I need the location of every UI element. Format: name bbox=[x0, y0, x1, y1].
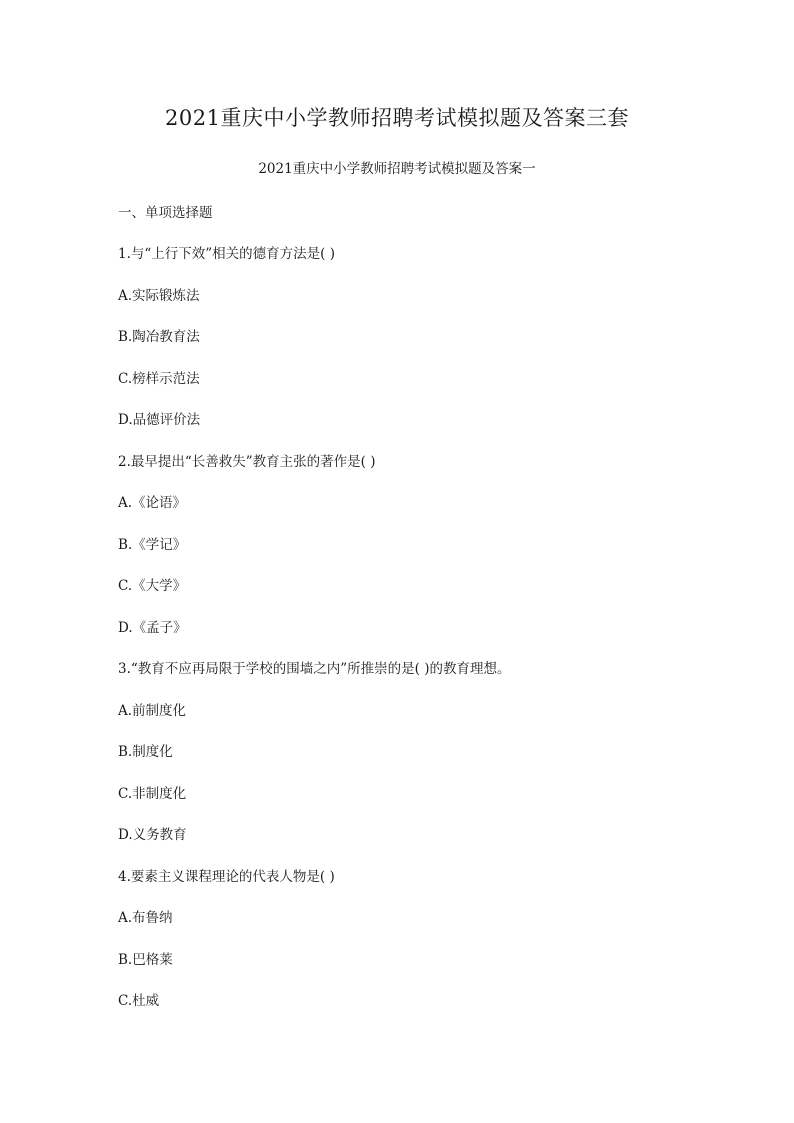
question-2-option-d: D.《孟子》 bbox=[118, 620, 187, 636]
question-3-option-c: C.非制度化 bbox=[118, 786, 187, 802]
document-title: 2021重庆中小学教师招聘考试模拟题及答案三套 bbox=[165, 106, 629, 130]
question-4-stem: 4.要素主义课程理论的代表人物是( ) bbox=[118, 869, 335, 885]
question-1-option-b: B.陶冶教育法 bbox=[118, 329, 200, 345]
question-2-option-c: C.《大学》 bbox=[118, 578, 187, 594]
question-1-option-d: D.品德评价法 bbox=[118, 412, 201, 428]
question-2-option-a: A.《论语》 bbox=[118, 495, 187, 511]
question-3-stem: 3.“教育不应再局限于学校的围墙之内”所推崇的是( )的教育理想。 bbox=[118, 661, 511, 677]
question-1-stem: 1.与“上行下效”相关的德育方法是( ) bbox=[118, 246, 336, 262]
question-4-option-a: A.布鲁纳 bbox=[118, 910, 173, 926]
question-2-stem: 2.最早提出“长善救失”教育主张的著作是( ) bbox=[118, 454, 376, 470]
question-1-option-a: A.实际锻炼法 bbox=[118, 288, 200, 304]
question-2-option-b: B.《学记》 bbox=[118, 537, 187, 553]
question-1-option-c: C.榜样示范法 bbox=[118, 371, 200, 387]
question-3-option-d: D.义务教育 bbox=[118, 827, 187, 843]
question-3-option-b: B.制度化 bbox=[118, 744, 173, 760]
document-subtitle: 2021重庆中小学教师招聘考试模拟题及答案一 bbox=[258, 161, 536, 177]
question-4-option-c: C.杜威 bbox=[118, 993, 160, 1009]
section-heading: 一、单项选择题 bbox=[118, 205, 213, 221]
question-3-option-a: A.前制度化 bbox=[118, 703, 187, 719]
question-4-option-b: B.巴格莱 bbox=[118, 952, 173, 968]
